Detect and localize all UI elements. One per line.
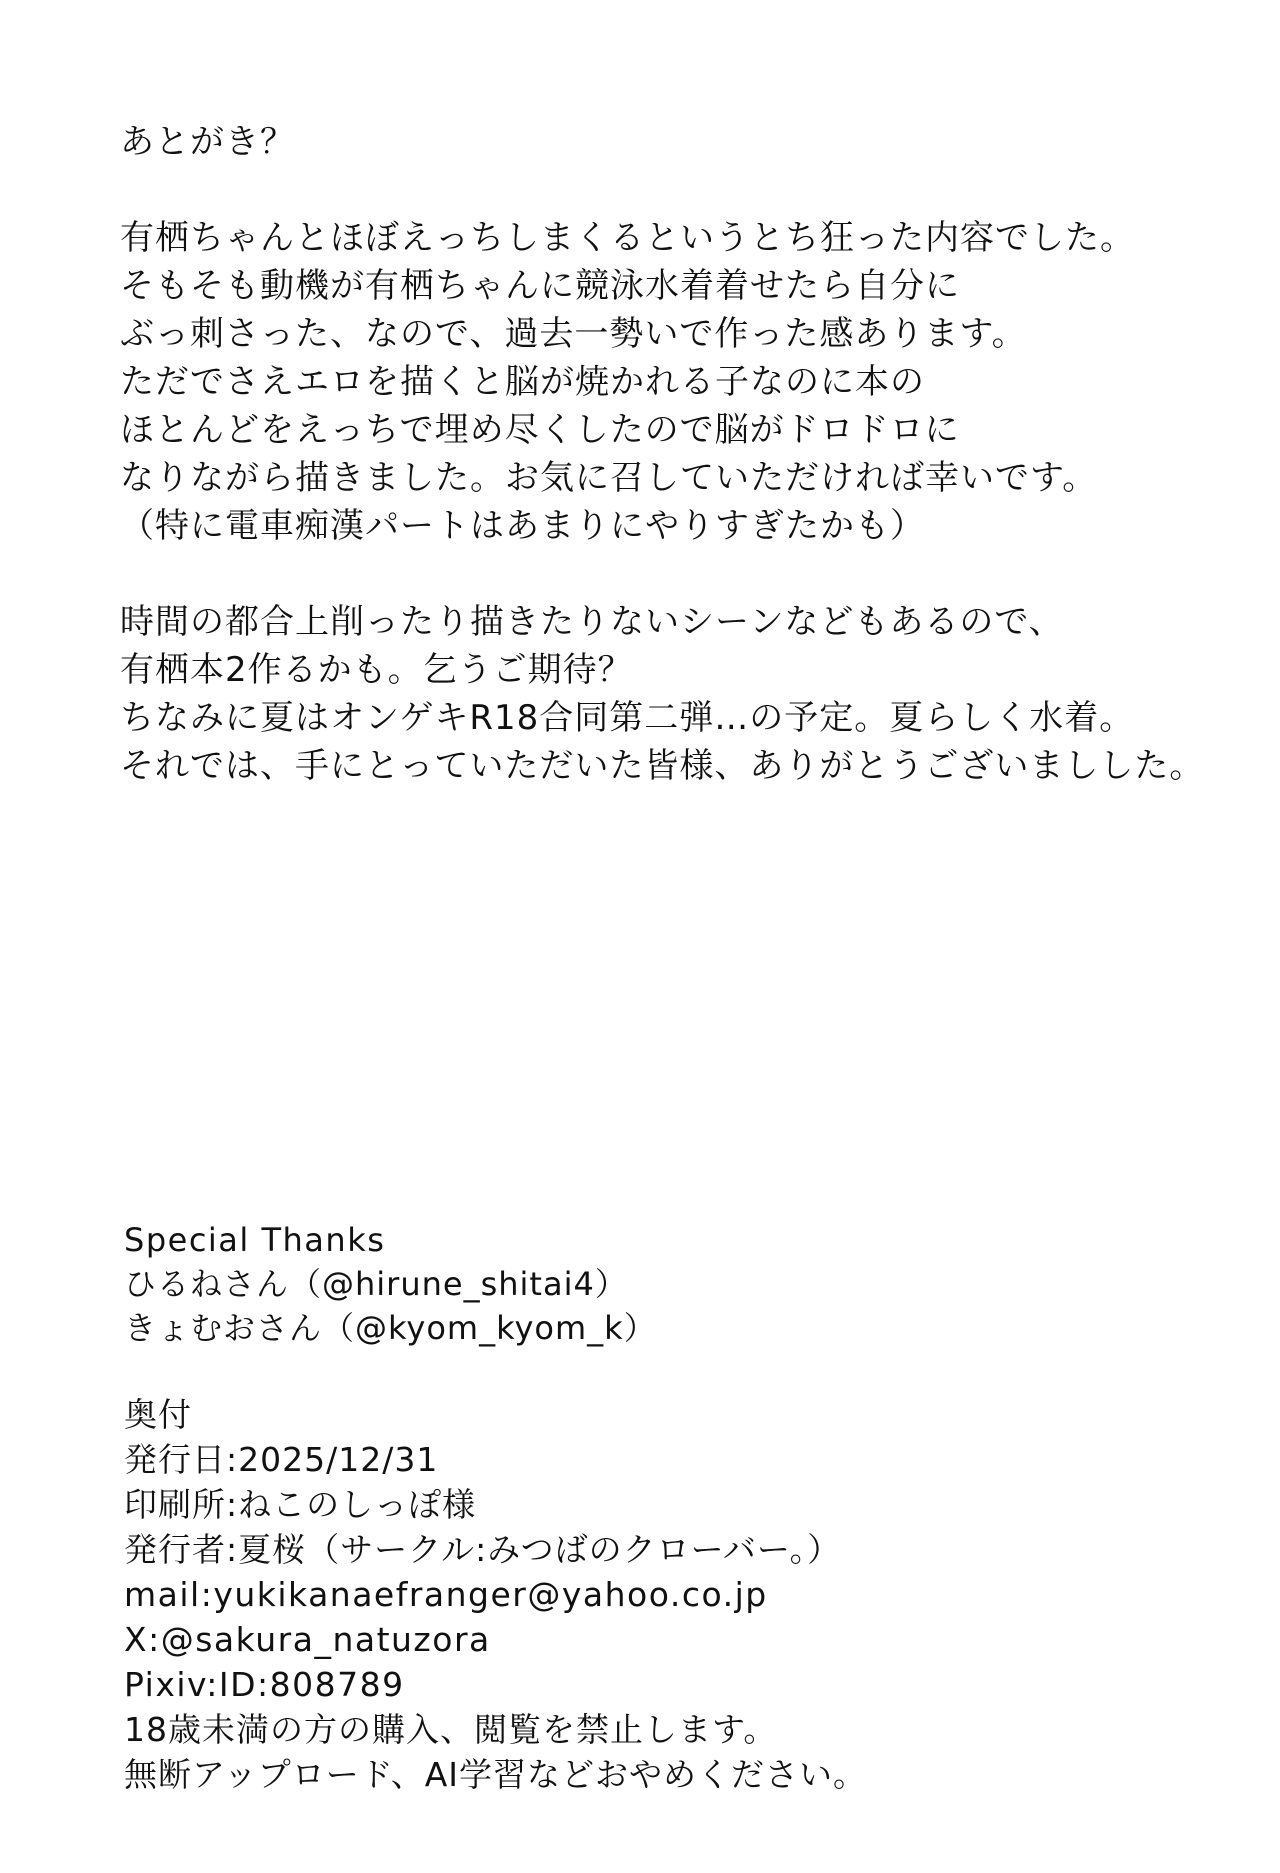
special-thanks-entry: ひるねさん（@hirune_shitai4） [124,1265,628,1303]
afterword-line: ちなみに夏はオンゲキR18合同第二弾…の予定。夏らしく水着。 [120,698,1135,738]
afterword-line: ぶっ刺さった、なので、過去一勢いで作った感あります。 [120,314,1027,354]
afterword-line: ほとんどをえっちで埋め尽くしたので脳がドロドロに [120,410,960,450]
colophon-publisher: 発行者:夏桜（サークル:みつばのクローバー。） [124,1530,842,1569]
afterword-line: 有栖ちゃんとほぼえっちしまくるというとち狂った内容でした。 [120,218,1135,258]
colophon-title: 奥付 [124,1395,192,1434]
colophon-issue-date: 発行日:2025/12/31 [124,1440,439,1479]
special-thanks-title: Special Thanks [124,1221,386,1259]
colophon-upload-notice: 無断アップロード、AI学習などおやめください。 [124,1755,868,1794]
afterword-section [120,118,1205,838]
special-thanks-section [124,1218,657,1350]
colophon-age-notice: 18歳未満の方の購入、閲覧を禁止します。 [124,1710,778,1749]
colophon-mail: mail:yukikanaefranger@yahoo.co.jp [124,1575,768,1614]
afterword-line: ただでさえエロを描くと脳が焼かれる子なのに本の [120,362,925,402]
colophon-x-account: X:@sakura_natuzora [124,1620,491,1659]
colophon-section [124,1392,867,1797]
afterword-paragraph-2 [120,598,1205,790]
afterword-line: それでは、手にとっていただいた皆様、ありがとうございましした。 [120,746,1205,786]
afterword-line: 有栖本2作るかも。乞うご期待？ [120,650,633,690]
afterword-line: そもそも動機が有栖ちゃんに競泳水着着せたら自分に [120,266,960,306]
colophon-printer: 印刷所:ねこのしっぽ様 [124,1485,477,1524]
special-thanks-entry: きょむおさん（@kyom_kyom_k） [124,1309,657,1347]
afterword-paragraph-1 [120,214,1200,550]
afterword-line: なりながら描きました。お気に召していただければ幸いです。 [120,458,1098,498]
colophon-pixiv: Pixiv:ID:808789 [124,1665,405,1704]
afterword-line: （特に電車痴漢パートはあまりにやりすぎたかも） [120,506,925,546]
afterword-heading: あとがき？ [120,122,295,162]
afterword-line: 時間の都合上削ったり描きたりないシーンなどもあるので、 [120,602,1064,642]
